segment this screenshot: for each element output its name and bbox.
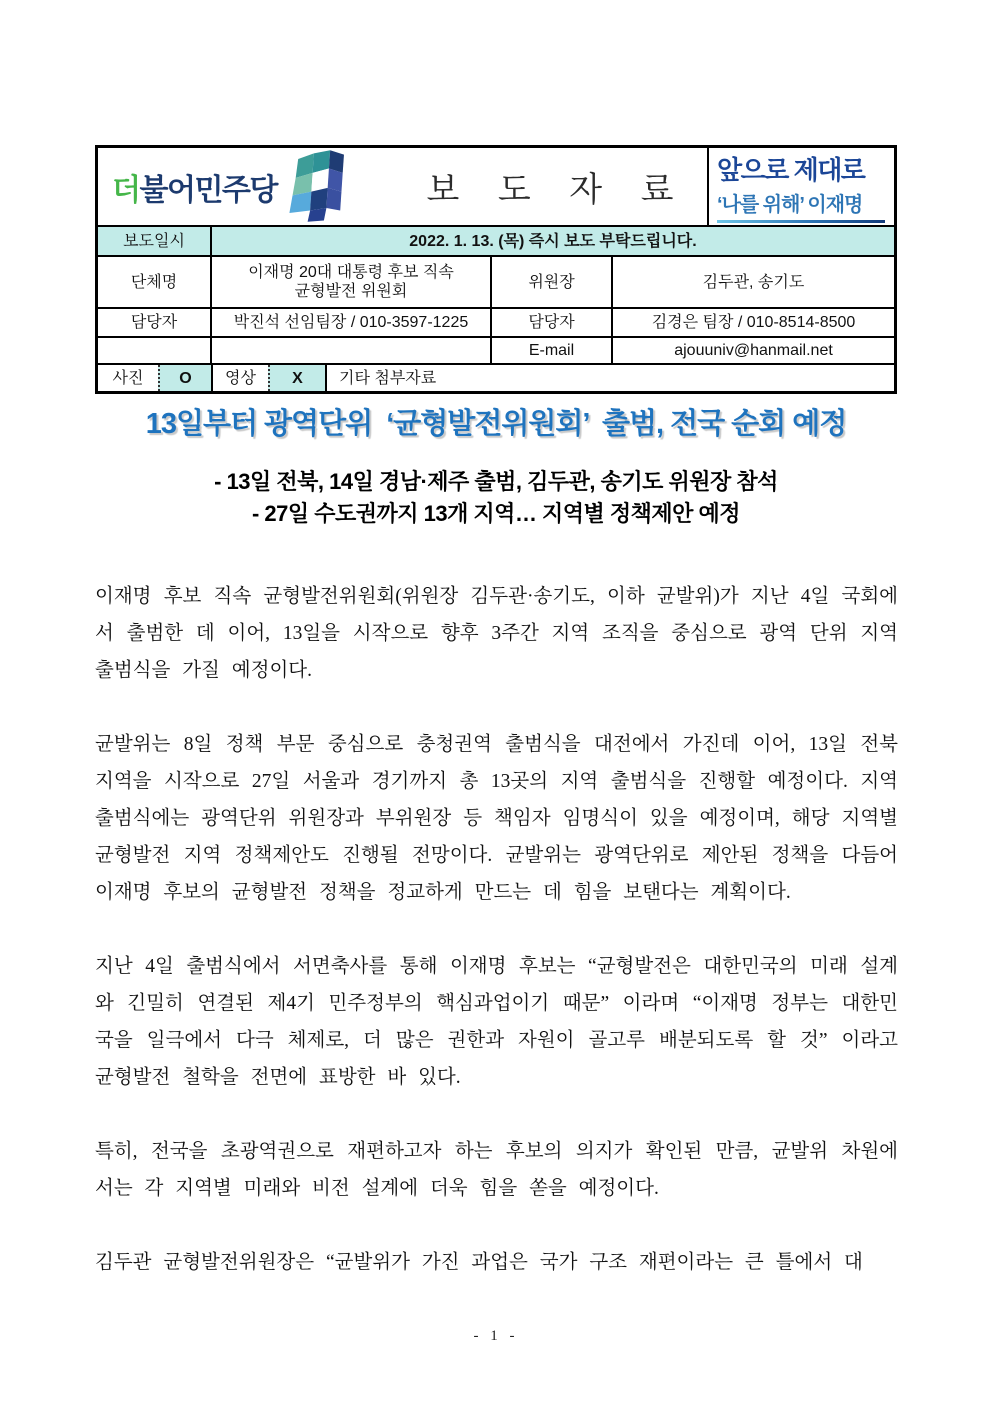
table-row-email	[98, 336, 894, 363]
email-label: E-mail	[490, 338, 611, 363]
chair-value: 김두관, 송기도	[611, 257, 894, 307]
contact1-label: 담당자	[130, 314, 178, 331]
contact2-label: 담당자	[490, 309, 611, 336]
empty-cell-2	[210, 338, 490, 363]
empty-cell-1	[98, 338, 210, 363]
body-paragraph-3: 지난 4일 출범식에서 서면축사를 통해 이재명 후보는 “균형발전은 대한민국의 미래 설계와 긴밀히 연결된 제4기 민주정부의 핵심과업이기 때문” 이라며 “이재명 정부는 대한민국을 일극에서 다극 체제로, 더 많은 권한과 자원이 골고루 배분되도록 할 것” 이라고 균형발전 철학을 전면에 표방한 바 있다.	[95, 956, 898, 1088]
org-value-line1: 이재명 20대 대통령 후보 직속	[248, 264, 454, 281]
document-type-title: 보 도 자 료	[426, 172, 689, 209]
photo-flag: O	[158, 365, 211, 391]
video-label: 영상	[211, 365, 268, 391]
release-value: 2022. 1. 13. (목) 즉시 보도 부탁드립니다.	[210, 227, 894, 255]
masthead-row	[98, 148, 894, 225]
attachments-label: 기타 첨부자료	[325, 365, 894, 391]
party-logo	[98, 148, 394, 225]
contact2-value: 김경은 팀장 / 010-8514-8500	[611, 309, 894, 336]
body-paragraph-2: 균발위는 8일 정책 부문 중심으로 충청권역 출범식을 대전에서 가진데 이어, 13일 전북지역을 시작으로 27일 서울과 경기까지 총 13곳의 지역 출범식을 진행할 예정이다. 지역 출범식에는 광역단위 위원장과 부위원장 등 책임자 임명식이 있을 예정이며, 해당 지역별 균형발전 지역 정책제안도 진행될 전망이다. 균발위는 광역단위로 제안된 정책을 다듬어 이재명 후보의 균형발전 정책을 정교하게 만드는 데 힘을 보탠다는 계획이다.	[95, 734, 898, 903]
press-subhead	[0, 466, 992, 530]
release-label: 보도일시	[98, 227, 210, 255]
campaign-slogan-box	[707, 148, 894, 225]
party-name-rest: 불어민주당	[139, 173, 277, 207]
video-flag: X	[268, 365, 325, 391]
party-flag-icon	[281, 149, 353, 223]
header-table	[95, 145, 897, 394]
subhead-line2: - 27일 수도권까지 13개 지역… 지역별 정책제안 예정	[251, 501, 741, 526]
table-row-attachments	[98, 363, 894, 391]
body-paragraph-4: 특히, 전국을 초광역권으로 재편하고자 하는 후보의 의지가 확인된 만큼, 균발위 차원에서는 각 지역별 미래와 비전 설계에 더욱 힘을 쏟을 예정이다.	[95, 1141, 898, 1199]
org-value	[210, 257, 490, 307]
party-name-first: 더	[112, 173, 140, 207]
press-body	[95, 578, 898, 1318]
contact1-value: 박진석 선임팀장 / 010-3597-1225	[210, 309, 490, 336]
slogan-line1: 앞으로 제대로	[717, 155, 865, 185]
body-paragraph-5: 김두관 균형발전위원장은 “균발위가 가진 과업은 국가 구조 재편이라는 큰 틀에서 대	[95, 1252, 863, 1273]
page-number: - 1 -	[473, 1328, 519, 1344]
subhead-line1: - 13일 전북, 14일 경남·제주 출범, 김두관, 송기도 위원장 참석	[214, 469, 778, 494]
email-value: ajouuniv@hanmail.net	[611, 338, 894, 363]
party-name	[112, 165, 277, 209]
table-row-release	[98, 225, 894, 255]
slogan-underline	[717, 220, 885, 223]
org-label: 단체명	[130, 273, 178, 291]
org-value-line2: 균형발전 위원회	[294, 283, 408, 300]
body-paragraph-1: 이재명 후보 직속 균형발전위원회(위원장 김두관·송기도, 이하 균발위)가 지난 4일 국회에서 출범한 데 이어, 13일을 시작으로 향후 3주간 지역 조직을 중심으로 광역 단위 지역 출범식을 가질 예정이다.	[95, 586, 898, 681]
slogan-line2: ‘나를 위해’ 이재명	[717, 194, 863, 216]
photo-label: 사진	[112, 369, 144, 387]
table-row-organization	[98, 255, 894, 307]
chair-label: 위원장	[490, 257, 611, 307]
table-row-contacts	[98, 307, 894, 336]
press-headline: 13일부터 광역단위 ‘균형발전위원회’ 출범, 전국 순회 예정	[145, 408, 847, 440]
